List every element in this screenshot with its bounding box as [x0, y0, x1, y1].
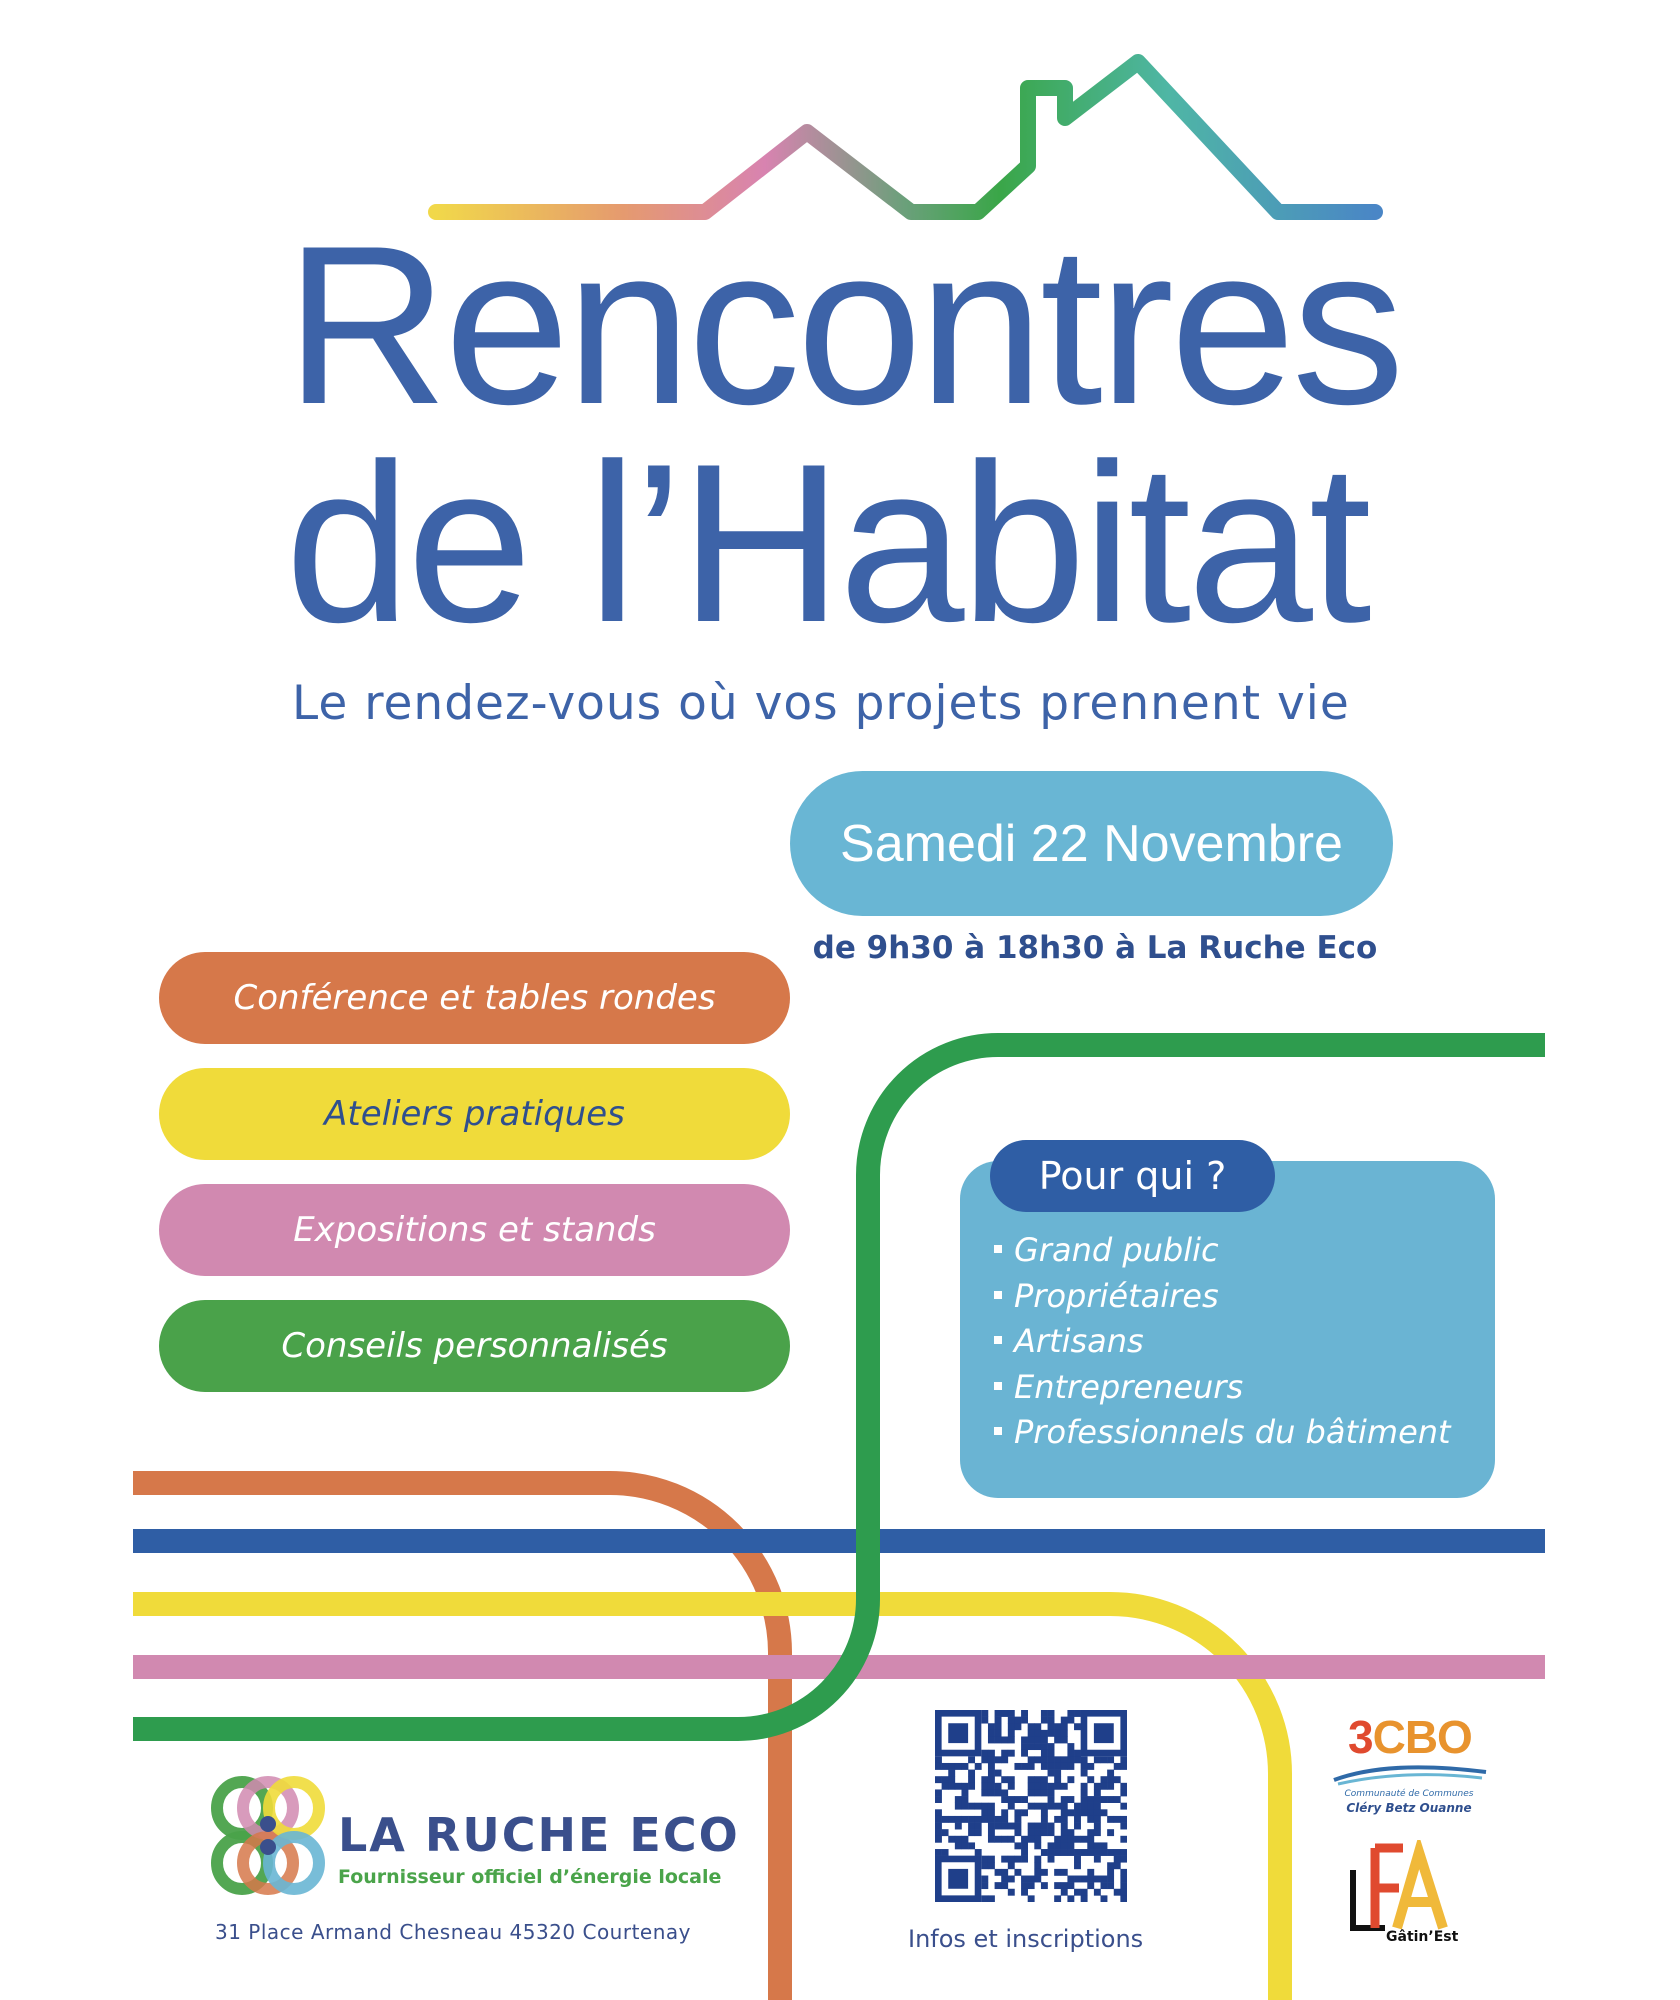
- cbo-logo-text: 3CBO: [1348, 1711, 1472, 1763]
- gatinest-name: Gâtin’Est: [1386, 1929, 1459, 1945]
- gatinest-logo-icon: [1345, 1840, 1455, 1932]
- audience-item: Grand public: [990, 1228, 1451, 1274]
- activity-ateliers: Ateliers pratiques: [159, 1068, 790, 1160]
- bullet-icon: [994, 1382, 1002, 1390]
- subtitle: Le rendez-vous où vos projets prennent vie: [292, 676, 1350, 731]
- bullet-icon: [994, 1245, 1002, 1253]
- date-badge: Samedi 22 Novembre: [790, 771, 1393, 916]
- audience-item: Propriétaires: [990, 1274, 1451, 1320]
- cbo-wave-icon: [1332, 1762, 1488, 1788]
- activity-conference: Conférence et tables rondes: [159, 952, 790, 1044]
- audience-item: Artisans: [990, 1319, 1451, 1365]
- bullet-icon: [994, 1291, 1002, 1299]
- cbo-line-2: Cléry Betz Ouanne: [1346, 1801, 1472, 1815]
- audience-item: Entrepreneurs: [990, 1365, 1451, 1411]
- audience-title: Pour qui ?: [990, 1140, 1275, 1212]
- title-line-1: Rencontres: [285, 198, 1401, 451]
- organizer-address: 31 Place Armand Chesneau 45320 Courtenay: [215, 1920, 691, 1944]
- activity-conseils: Conseils personnalisés: [159, 1300, 790, 1392]
- time-place-text: de 9h30 à 18h30 à La Ruche Eco: [812, 930, 1378, 966]
- organizer-name: LA RUCHE ECO: [338, 1808, 740, 1862]
- bullet-icon: [994, 1336, 1002, 1344]
- activity-expositions: Expositions et stands: [159, 1184, 790, 1276]
- la-ruche-eco-logo-icon: [208, 1774, 328, 1898]
- title-line-2: de l’Habitat: [285, 416, 1368, 669]
- qr-code-icon[interactable]: [935, 1710, 1127, 1902]
- organizer-tagline: Fournisseur officiel d’énergie locale: [338, 1866, 722, 1888]
- bullet-icon: [994, 1427, 1002, 1435]
- audience-item: Professionnels du bâtiment: [990, 1410, 1451, 1456]
- audience-list: [990, 1228, 1451, 1456]
- cbo-line-1: Communauté de Communes: [1344, 1789, 1474, 1799]
- qr-caption: Infos et inscriptions: [908, 1925, 1144, 1953]
